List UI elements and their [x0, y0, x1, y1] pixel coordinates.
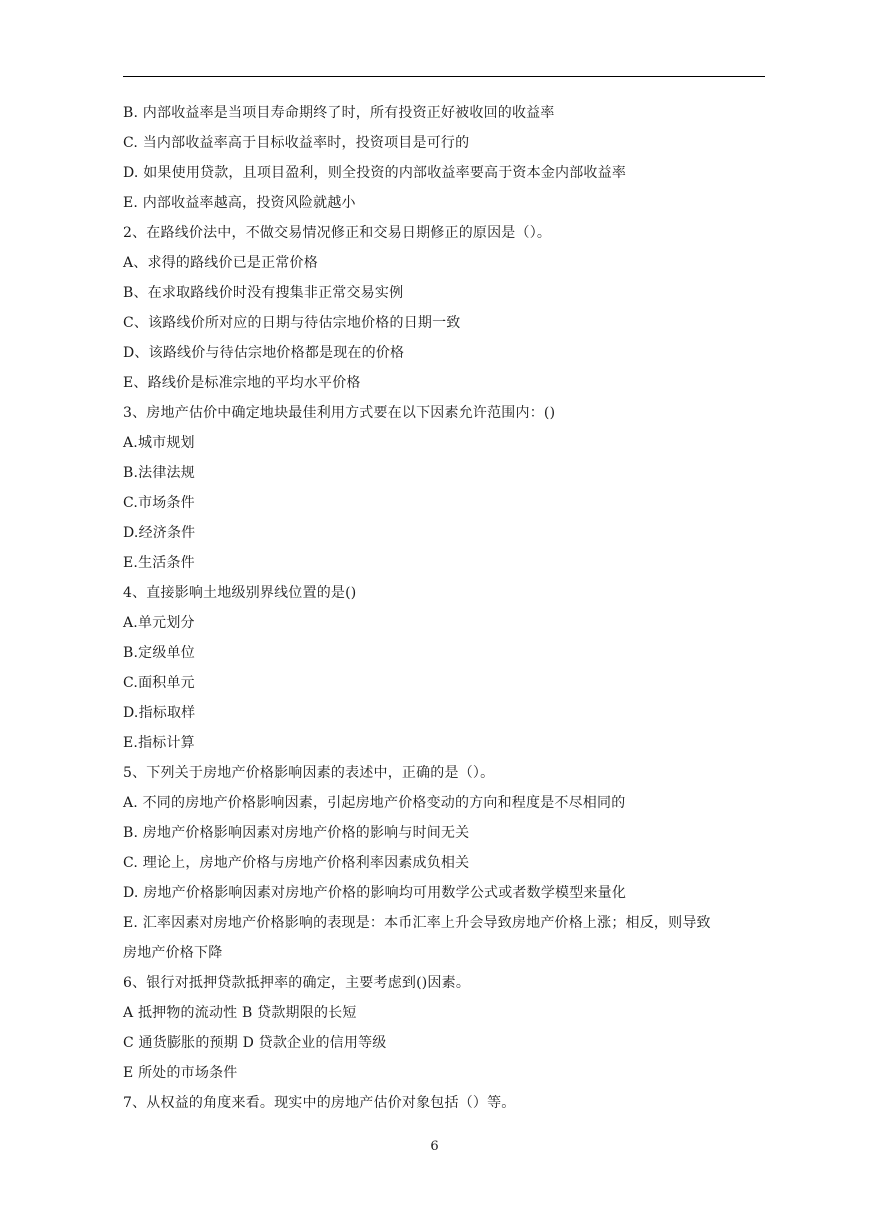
question-6-options-cd: C 通货膨胀的预期 D 贷款企业的信用等级 [123, 1035, 387, 1051]
option-b-irr: B. 内部收益率是当项目寿命期终了时，所有投资正好被收回的收益率 [123, 105, 555, 121]
question-4-option-c: C.面积单元 [123, 675, 195, 691]
question-2-option-b: B、在求取路线价时没有搜集非正常交易实例 [123, 285, 404, 301]
page-number: 6 [430, 1139, 439, 1154]
question-4: 4、直接影响土地级别界线位置的是() [123, 585, 357, 601]
question-3-option-c: C.市场条件 [123, 495, 195, 511]
question-2-option-c: C、该路线价所对应的日期与待估宗地价格的日期一致 [123, 315, 461, 331]
question-4-option-e: E.指标计算 [123, 735, 195, 751]
question-5: 5、下列关于房地产价格影响因素的表述中，正确的是（）。 [123, 765, 495, 781]
question-3: 3、房地产估价中确定地块最佳利用方式要在以下因素允许范围内：() [123, 405, 556, 421]
question-6: 6、银行对抵押贷款抵押率的确定，主要考虑到()因素。 [123, 975, 471, 991]
question-3-option-e: E.生活条件 [123, 555, 195, 571]
question-3-option-a: A.城市规划 [123, 435, 195, 451]
option-c-irr: C. 当内部收益率高于目标收益率时，投资项目是可行的 [123, 135, 470, 151]
option-e-irr: E. 内部收益率越高，投资风险就越小 [123, 195, 356, 211]
question-7: 7、从权益的角度来看。现实中的房地产估价对象包括（）等。 [123, 1095, 516, 1111]
question-5-option-d: D. 房地产价格影响因素对房地产价格的影响均可用数学公式或者数学模型来量化 [123, 885, 627, 901]
question-4-option-d: D.指标取样 [123, 705, 196, 721]
option-d-irr: D. 如果使用贷款，且项目盈利，则全投资的内部收益率要高于资本金内部收益率 [123, 165, 627, 181]
question-5-option-e: E. 汇率因素对房地产价格影响的表现是：本币汇率上升会导致房地产价格上涨；相反，则导致 [123, 915, 711, 931]
question-6-option-e: E 所处的市场条件 [123, 1065, 238, 1081]
question-2-option-a: A、求得的路线价已是正常价格 [123, 255, 318, 271]
question-5-option-a: A. 不同的房地产价格影响因素，引起房地产价格变动的方向和程度是不尽相同的 [123, 795, 626, 811]
question-2-option-e: E、路线价是标准宗地的平均水平价格 [123, 375, 361, 391]
question-5-option-e-continued: 房地产价格下降 [123, 945, 223, 961]
header-rule [123, 76, 765, 77]
question-5-option-b: B. 房地产价格影响因素对房地产价格的影响与时间无关 [123, 825, 470, 841]
question-3-option-d: D.经济条件 [123, 525, 196, 541]
question-6-options-ab: A 抵押物的流动性 B 贷款期限的长短 [123, 1005, 357, 1021]
question-2: 2、在路线价法中，不做交易情况修正和交易日期修正的原因是（）。 [123, 225, 552, 241]
question-3-option-b: B.法律法规 [123, 465, 195, 481]
question-4-option-b: B.定级单位 [123, 645, 195, 661]
document-body [123, 98, 768, 1118]
question-2-option-d: D、该路线价与待估宗地价格都是现在的价格 [123, 345, 405, 361]
question-5-option-c: C. 理论上，房地产价格与房地产价格利率因素成负相关 [123, 855, 470, 871]
question-4-option-a: A.单元划分 [123, 615, 195, 631]
